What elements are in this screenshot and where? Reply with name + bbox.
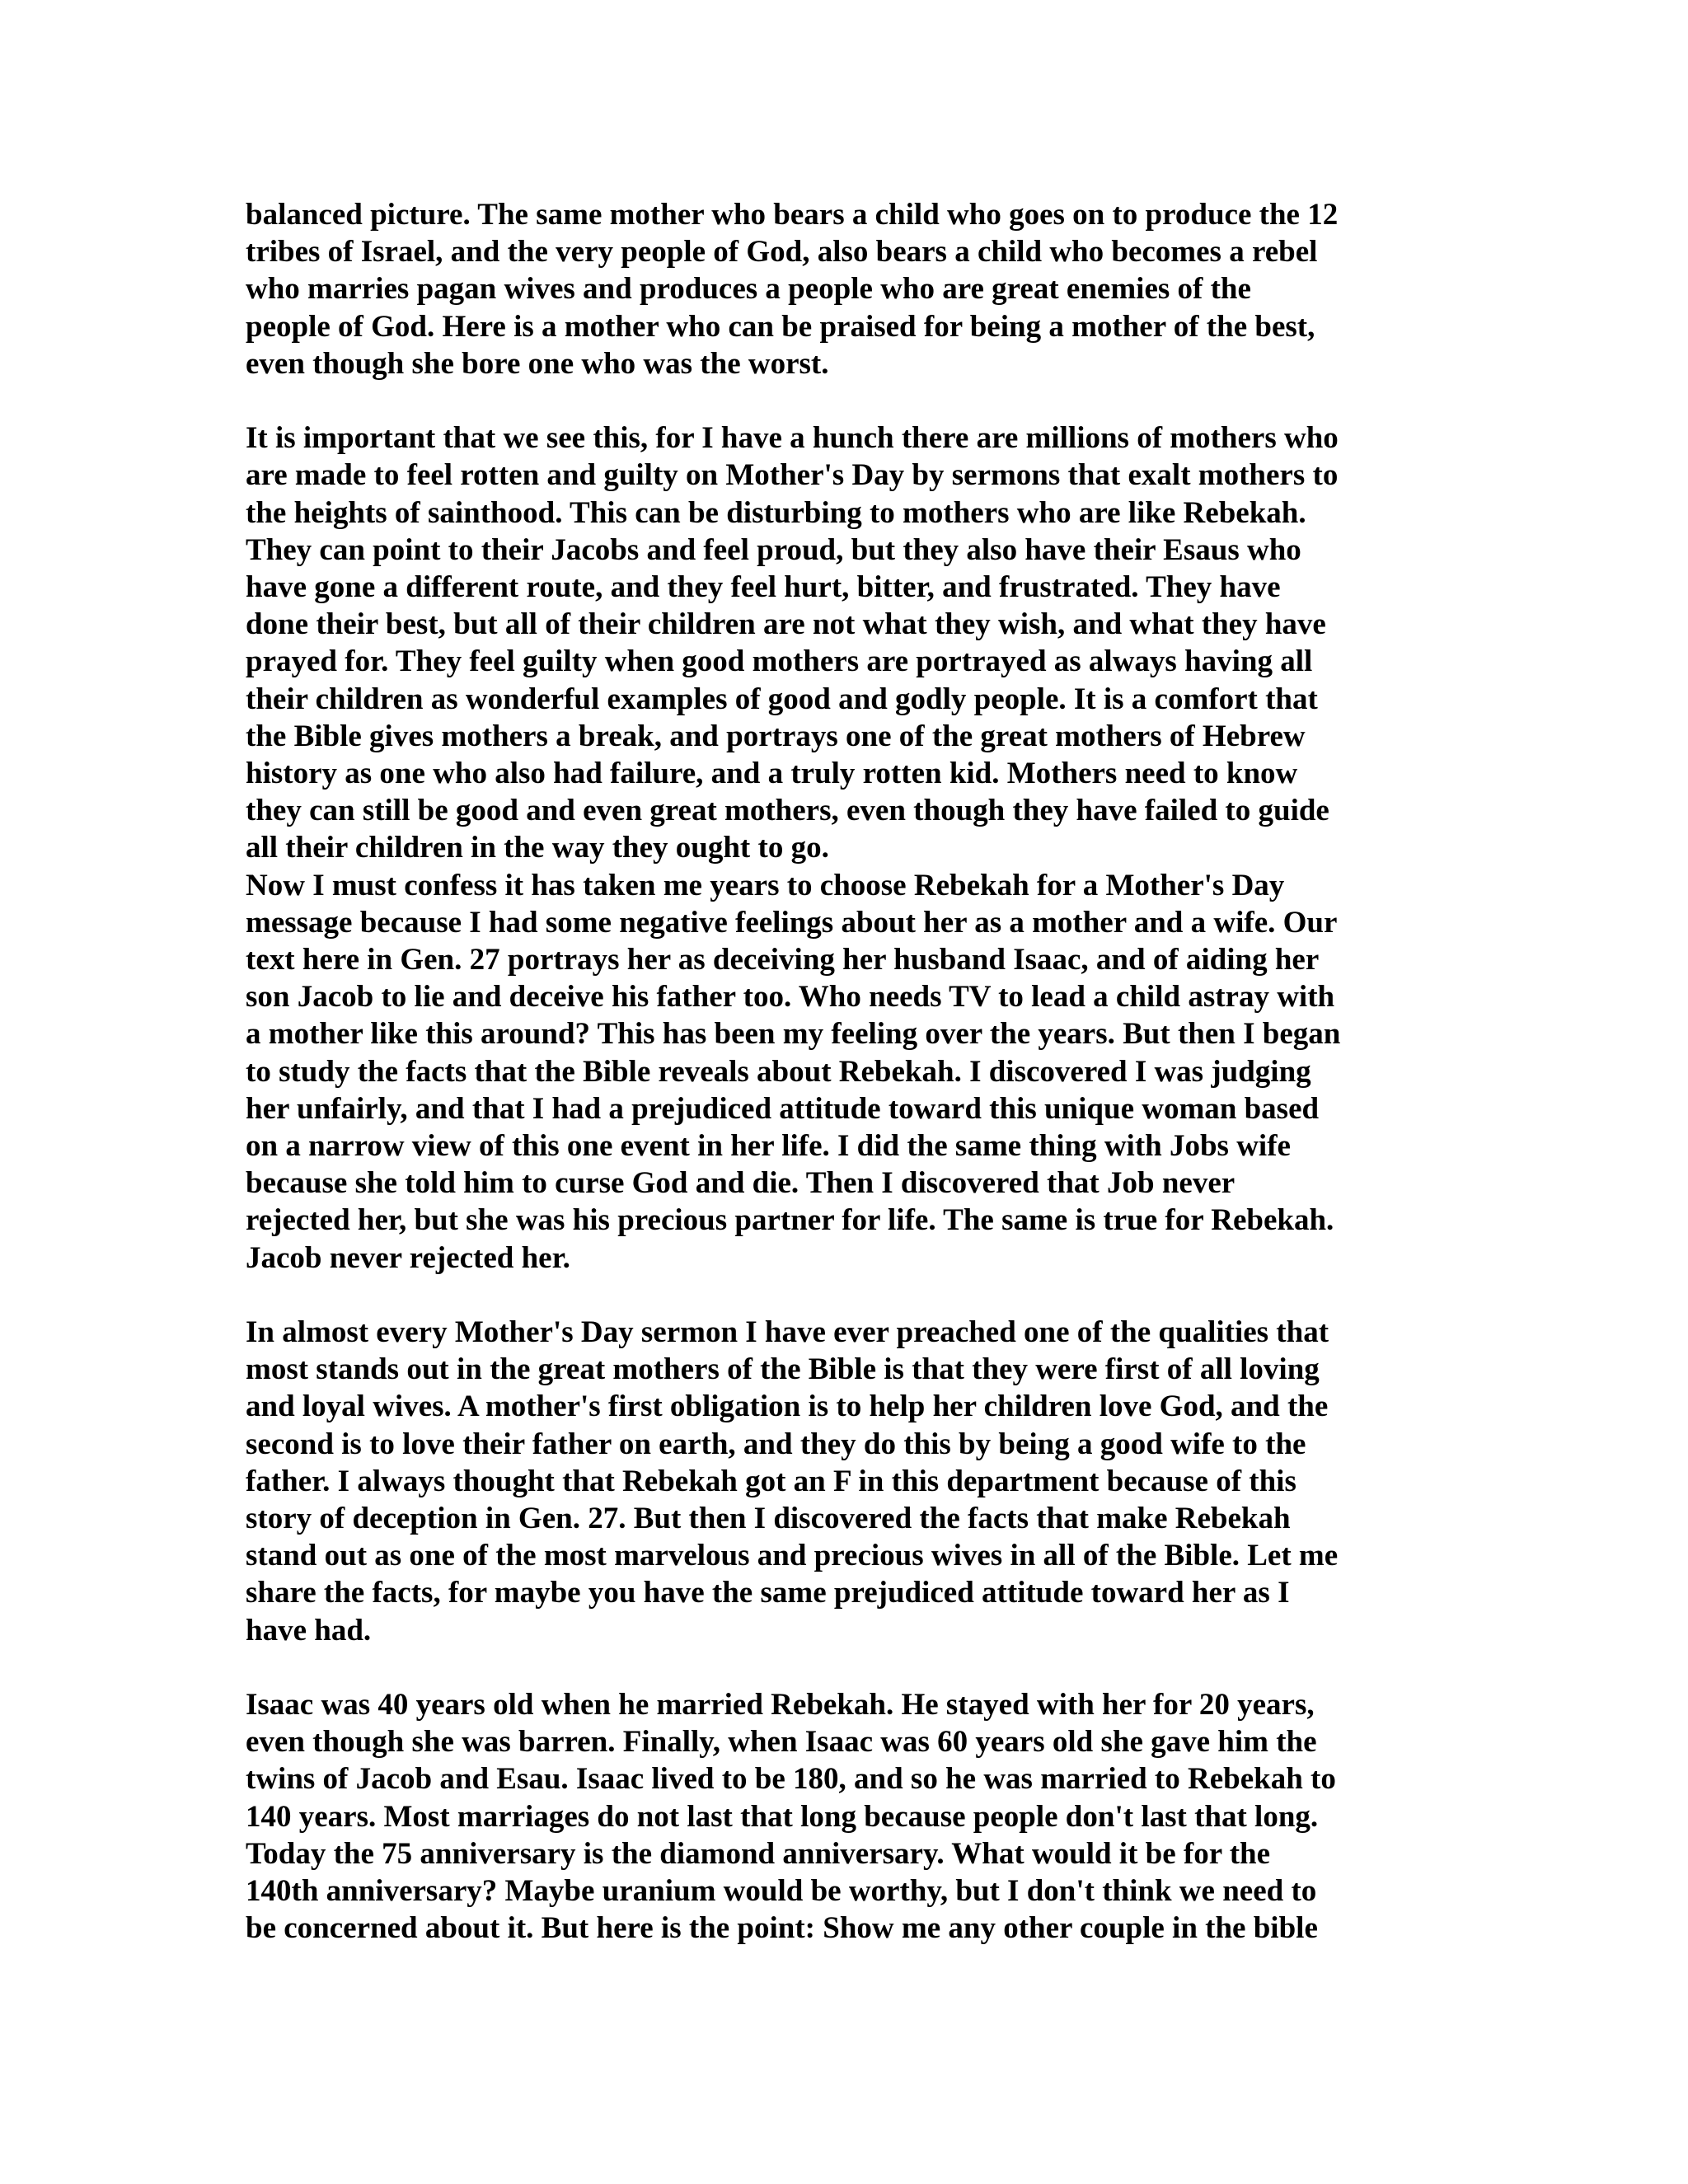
text-line: on a narrow view of this one event in her life. I did the same thing with Jobs wife — [246, 1129, 1291, 1164]
text-line: a mother like this around? This has been my feeling over the years. But then I began — [246, 1017, 1341, 1052]
paragraph-spacer — [246, 1277, 1449, 1314]
text-line: Now I must confess it has taken me years to choose Rebekah for a Mother's Day — [246, 868, 1285, 902]
text-line: even though she bore one who was the worst. — [246, 346, 829, 381]
text-line: history as one who also had failure, and a truly rotten kid. Mothers need to know — [246, 757, 1298, 791]
text-line: Isaac was 40 years old when he married Rebekah. He stayed with her for 20 years, — [246, 1688, 1315, 1722]
text-line: text here in Gen. 27 portrays her as deceiving her husband Isaac, and of aiding her — [246, 943, 1320, 977]
paragraph-spacer — [246, 382, 1449, 419]
text-line: all their children in the way they ought to go. — [246, 831, 829, 865]
paragraph-confession — [246, 867, 1449, 1277]
text-line: their children as wonderful examples of good and godly people. It is a comfort that — [246, 682, 1318, 716]
text-line: Today the 75 anniversary is the diamond anniversary. What would it be for the — [246, 1836, 1271, 1871]
text-line: the heights of sainthood. This can be disturbing to mothers who are like Rebekah. — [246, 495, 1306, 530]
text-line: It is important that we see this, for I have a hunch there are millions of mothers who — [246, 421, 1339, 456]
text-line: to study the facts that the Bible reveals about Rebekah. I discovered I was judging — [246, 1054, 1311, 1089]
text-line: have had. — [246, 1613, 372, 1647]
paragraph-loyal-wives — [246, 1314, 1449, 1649]
text-line: and loyal wives. A mother's first obligation is to help her children love God, and the — [246, 1390, 1329, 1424]
paragraph-balanced-picture — [246, 196, 1449, 382]
text-line: even though she was barren. Finally, when Isaac was 60 years old she gave him the — [246, 1725, 1317, 1760]
text-line: tribes of Israel, and the very people of God, also bears a child who becomes a rebel — [246, 235, 1318, 269]
text-line: second is to love their father on earth, and they do this by being a good wife to the — [246, 1427, 1306, 1461]
text-line: prayed for. They feel guilty when good mothers are portrayed as always having all — [246, 644, 1313, 679]
document-page — [246, 196, 1449, 1947]
text-line: In almost every Mother's Day sermon I have ever preached one of the qualities that — [246, 1315, 1329, 1350]
paragraph-isaac-marriage — [246, 1686, 1449, 1947]
text-line: share the facts, for maybe you have the same prejudiced attitude toward her as I — [246, 1576, 1290, 1610]
text-line: twins of Jacob and Esau. Isaac lived to be 180, and so he was married to Rebekah to — [246, 1762, 1336, 1797]
text-line: her unfairly, and that I had a prejudiced attitude toward this unique woman based — [246, 1091, 1320, 1126]
text-line: Jacob never rejected her. — [246, 1240, 570, 1275]
text-line: be concerned about it. But here is the point: Show me any other couple in the bible — [246, 1911, 1318, 1946]
text-line: father. I always thought that Rebekah got an F in this department because of this — [246, 1464, 1296, 1498]
text-line: who marries pagan wives and produces a people who are great enemies of the — [246, 272, 1251, 307]
text-line: 140 years. Most marriages do not last that long because people don't last that long. — [246, 1799, 1319, 1834]
text-line: son Jacob to lie and deceive his father too. Who needs TV to lead a child astray with — [246, 980, 1335, 1015]
text-line: they can still be good and even great mothers, even though they have failed to guide — [246, 794, 1329, 828]
text-line: 140th anniversary? Maybe uranium would be worthy, but I don't think we need to — [246, 1874, 1317, 1909]
paragraph-important-to-see — [246, 419, 1449, 866]
text-line: because she told him to curse God and die. Then I discovered that Job never — [246, 1166, 1236, 1201]
paragraph-spacer — [246, 1649, 1449, 1686]
text-line: done their best, but all of their children are not what they wish, and what they have — [246, 607, 1326, 642]
text-line: They can point to their Jacobs and feel proud, but they also have their Esaus who — [246, 532, 1301, 567]
text-line: most stands out in the great mothers of the Bible is that they were first of all loving — [246, 1352, 1320, 1387]
text-line: balanced picture. The same mother who bears a child who goes on to produce the 12 — [246, 198, 1339, 232]
text-line: stand out as one of the most marvelous and precious wives in all of the Bible. Let me — [246, 1539, 1339, 1573]
text-line: have gone a different route, and they feel hurt, bitter, and frustrated. They have — [246, 570, 1281, 605]
text-line: rejected her, but she was his precious partner for life. The same is true for Rebekah. — [246, 1203, 1334, 1238]
text-line: people of God. Here is a mother who can be praised for being a mother of the best, — [246, 309, 1315, 344]
text-line: message because I had some negative feelings about her as a mother and a wife. Our — [246, 905, 1338, 940]
text-line: are made to feel rotten and guilty on Mother's Day by sermons that exalt mothers to — [246, 458, 1339, 493]
text-line: the Bible gives mothers a break, and portrays one of the great mothers of Hebrew — [246, 719, 1306, 753]
text-line: story of deception in Gen. 27. But then I discovered the facts that make Rebekah — [246, 1502, 1291, 1536]
